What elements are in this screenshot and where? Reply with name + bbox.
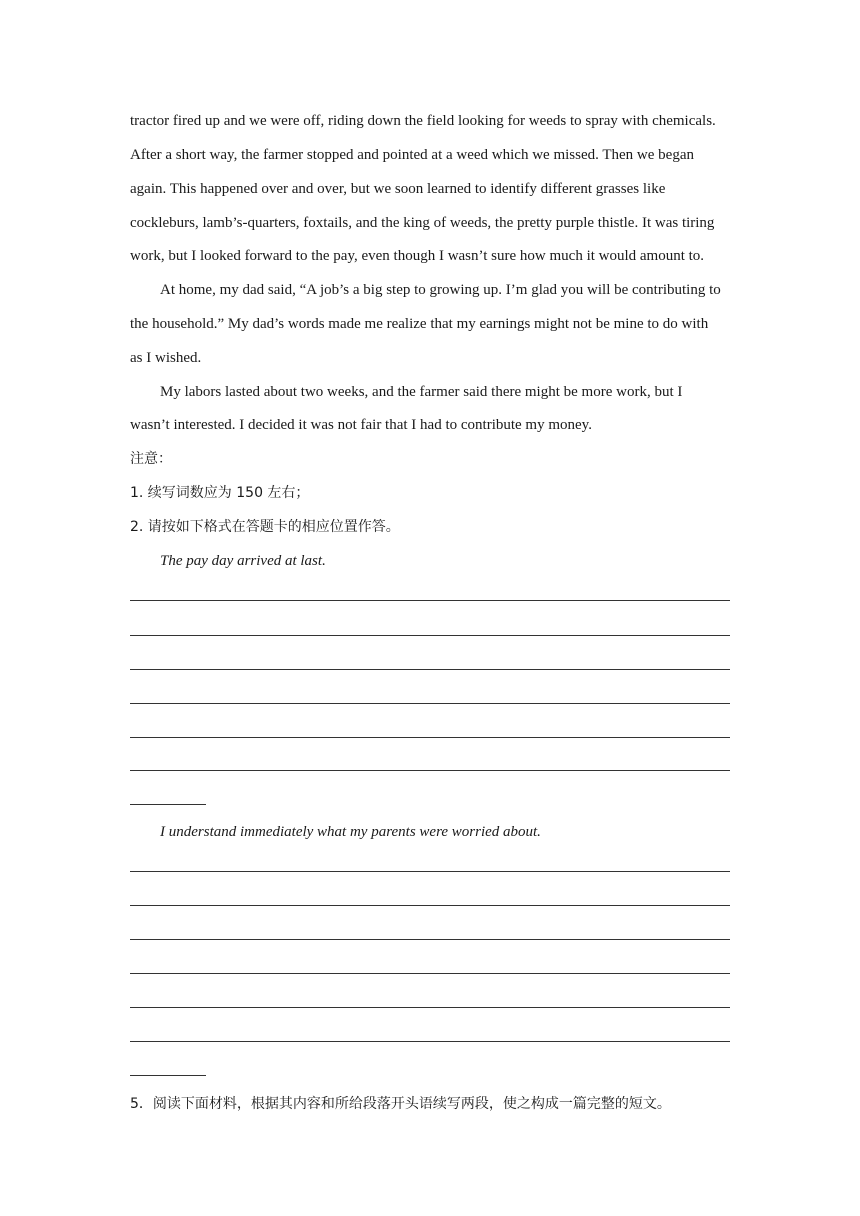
note-item-format: 2. 请按如下格式在答题卡的相应位置作答。 bbox=[130, 519, 400, 535]
answer-line bbox=[130, 669, 730, 670]
answer-line bbox=[130, 939, 730, 940]
answer-line bbox=[130, 905, 730, 906]
answer-line bbox=[130, 770, 730, 771]
passage-line: cockleburs, lamb’s-quarters, foxtails, and the king of weeds, the pretty purple thistle. It was tiring bbox=[130, 215, 715, 231]
passage-line: wasn’t interested. I decided it was not fair that I had to contribute my money. bbox=[130, 417, 592, 433]
notes-heading: 注意： bbox=[130, 451, 172, 467]
answer-line bbox=[130, 703, 730, 704]
passage-line: tractor fired up and we were off, riding down the field looking for weeds to spray with chemicals. bbox=[130, 113, 716, 129]
passage-line: again. This happened over and over, but we soon learned to identify different grasses like bbox=[130, 181, 666, 197]
continuation-prompt-2: I understand immediately what my parents were worried about. bbox=[160, 824, 541, 840]
answer-line bbox=[130, 973, 730, 974]
answer-line bbox=[130, 1041, 730, 1042]
answer-line bbox=[130, 635, 730, 636]
passage-line: as I wished. bbox=[130, 350, 202, 366]
passage-line: After a short way, the farmer stopped and pointed at a weed which we missed. Then we began bbox=[130, 147, 694, 163]
answer-line-short bbox=[130, 1075, 206, 1076]
passage-line: work, but I looked forward to the pay, even though I wasn’t sure how much it would amount to. bbox=[130, 248, 705, 264]
continuation-prompt-1: The pay day arrived at last. bbox=[160, 553, 326, 569]
answer-line bbox=[130, 600, 730, 601]
answer-line bbox=[130, 871, 730, 872]
passage-line: At home, my dad said, “A job’s a big step to growing up. I’m glad you will be contributing to bbox=[160, 282, 721, 298]
answer-line-short bbox=[130, 804, 206, 805]
note-item-word-count: 1. 续写词数应为 150 左右； bbox=[130, 485, 310, 501]
passage-line: My labors lasted about two weeks, and the farmer said there might be more work, but I bbox=[160, 384, 683, 400]
passage-line: the household.” My dad’s words made me realize that my earnings might not be mine to do with bbox=[130, 316, 709, 332]
answer-line bbox=[130, 737, 730, 738]
next-question-heading: 5．阅读下面材料，根据其内容和所给段落开头语续写两段，使之构成一篇完整的短文。 bbox=[130, 1096, 671, 1112]
answer-line bbox=[130, 1007, 730, 1008]
